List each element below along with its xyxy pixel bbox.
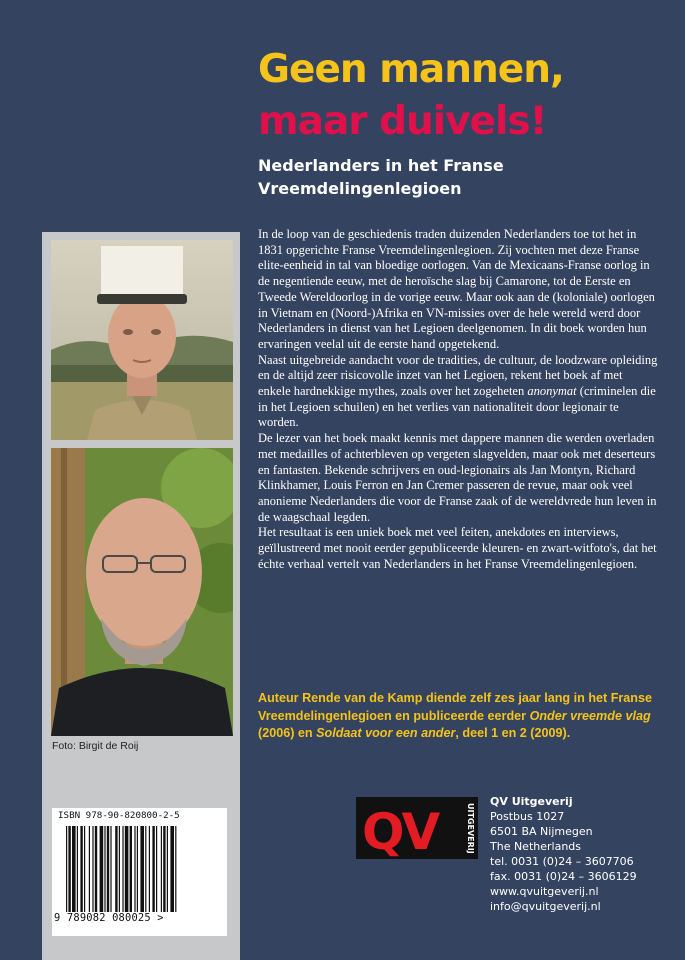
publisher-website[interactable]: www.qvuitgeverij.nl — [490, 885, 599, 898]
publisher-name: QV Uitgeverij — [490, 795, 573, 808]
blurb-paragraph-4: Het resultaat is een uniek boek met veel feiten, anekdotes en interviews, geïllustreerd met nooit eerder gepubliceerde kleuren- en zwart-witfoto's, dat het échte verhaal vertelt van Nederlanders in het Franse Vreemdelingenlegioen. — [258, 525, 657, 571]
publisher-info — [490, 794, 637, 914]
blurb — [258, 227, 658, 572]
subtitle — [258, 154, 504, 200]
publisher-line: fax. 0031 (0)24 – 3606129 — [490, 870, 637, 883]
isbn: ISBN 978-90-820800-2-5 — [58, 810, 180, 821]
logo-letters: QV — [362, 803, 438, 859]
publisher-logo — [356, 797, 478, 859]
title-line-2: maar duivels! — [258, 99, 547, 144]
blurb-p2-part-2: (criminelen die in het Legioen schuilen) en het verlies van nationaliteit door legionair te worden. — [258, 384, 656, 430]
author-book-2: Soldaat voor een ander — [316, 726, 456, 740]
publisher-line: Postbus 1027 — [490, 810, 565, 823]
photo-credit: Foto: Birgit de Roij — [52, 740, 139, 752]
title-line-1: Geen mannen, — [258, 47, 564, 92]
photo-legionnaire — [51, 240, 233, 440]
barcode-box — [52, 808, 227, 936]
barcode-icon — [66, 826, 216, 912]
publisher-line: The Netherlands — [490, 840, 582, 853]
subtitle-line-2: Vreemdelingenlegioen — [258, 179, 462, 198]
author-text-3: , deel 1 en 2 (2009). — [455, 726, 571, 740]
blurb-paragraph-2 — [258, 353, 658, 432]
author-note — [258, 690, 668, 743]
logo-side-text: UITGEVERIJ — [466, 803, 475, 854]
author-text-2: (2006) en — [258, 726, 317, 740]
publisher-line: tel. 0031 (0)24 – 3607706 — [490, 855, 634, 868]
photo-author — [51, 448, 233, 736]
blurb-paragraph-3: De lezer van het boek maakt kennis met dappere mannen die werden overladen met medailles of achterbleven op vergeten slagvelden, maar ook met deserteurs en fantasten. Bekende schrijvers en oud-legionairs als Jan Montyn, Richard Klinkhamer, Louis Ferron en Jan Cremer passeren de revue, maar ook veel anonieme Nederlanders die voor de Franse zaak of de wereldvrede hun leven in de waagschaal legden. — [258, 431, 657, 524]
subtitle-line-1: Nederlanders in het Franse — [258, 156, 504, 175]
barcode-digits: 9 789082 080025 > — [54, 912, 164, 924]
author-text-1: Auteur Rende van de Kamp diende zelf zes jaar lang in het Franse Vreemdelingenlegioen en publiceerde eerder — [258, 691, 653, 723]
publisher-line: 6501 BA Nijmegen — [490, 825, 593, 838]
blurb-p2-italic: anonymat — [527, 384, 577, 399]
author-book-1: Onder vreemde vlag — [529, 708, 651, 723]
blurb-p2-part-1: Naast uitgebreide aandacht voor de tradities, de cultuur, de loodzware opleiding en de altijd zeer risicovolle inzet van het Legioen, rekent het boek af met enkele hardnekkige mythes, zoals over het zogeheten — [258, 352, 658, 399]
blurb-paragraph-1: In de loop van de geschiedenis traden duizenden Nederlanders toe tot het in 1831 opgerichte Franse Vreemdelingenlegioen. Zij vochten met deze Franse elite-eenheid in tal van bloedige oorlogen. Van de Mexicaans-Franse oorlog in de negentiende eeuw, met de heroïsche slag bij Camarone, tot de Eerste en Tweede Wereldoorlog in de vorige eeuw. Maar ook aan de (koloniale) oorlogen in Vietnam en (Noord-)Afrika en VN-missies over de hele wereld werd door Nederlanders in dienst van het Legioen deelgenomen. In dit boek worden hun ervaringen veelal uit de eerste hand opgetekend. — [258, 227, 655, 351]
publisher-email[interactable]: info@qvuitgeverij.nl — [490, 900, 601, 913]
